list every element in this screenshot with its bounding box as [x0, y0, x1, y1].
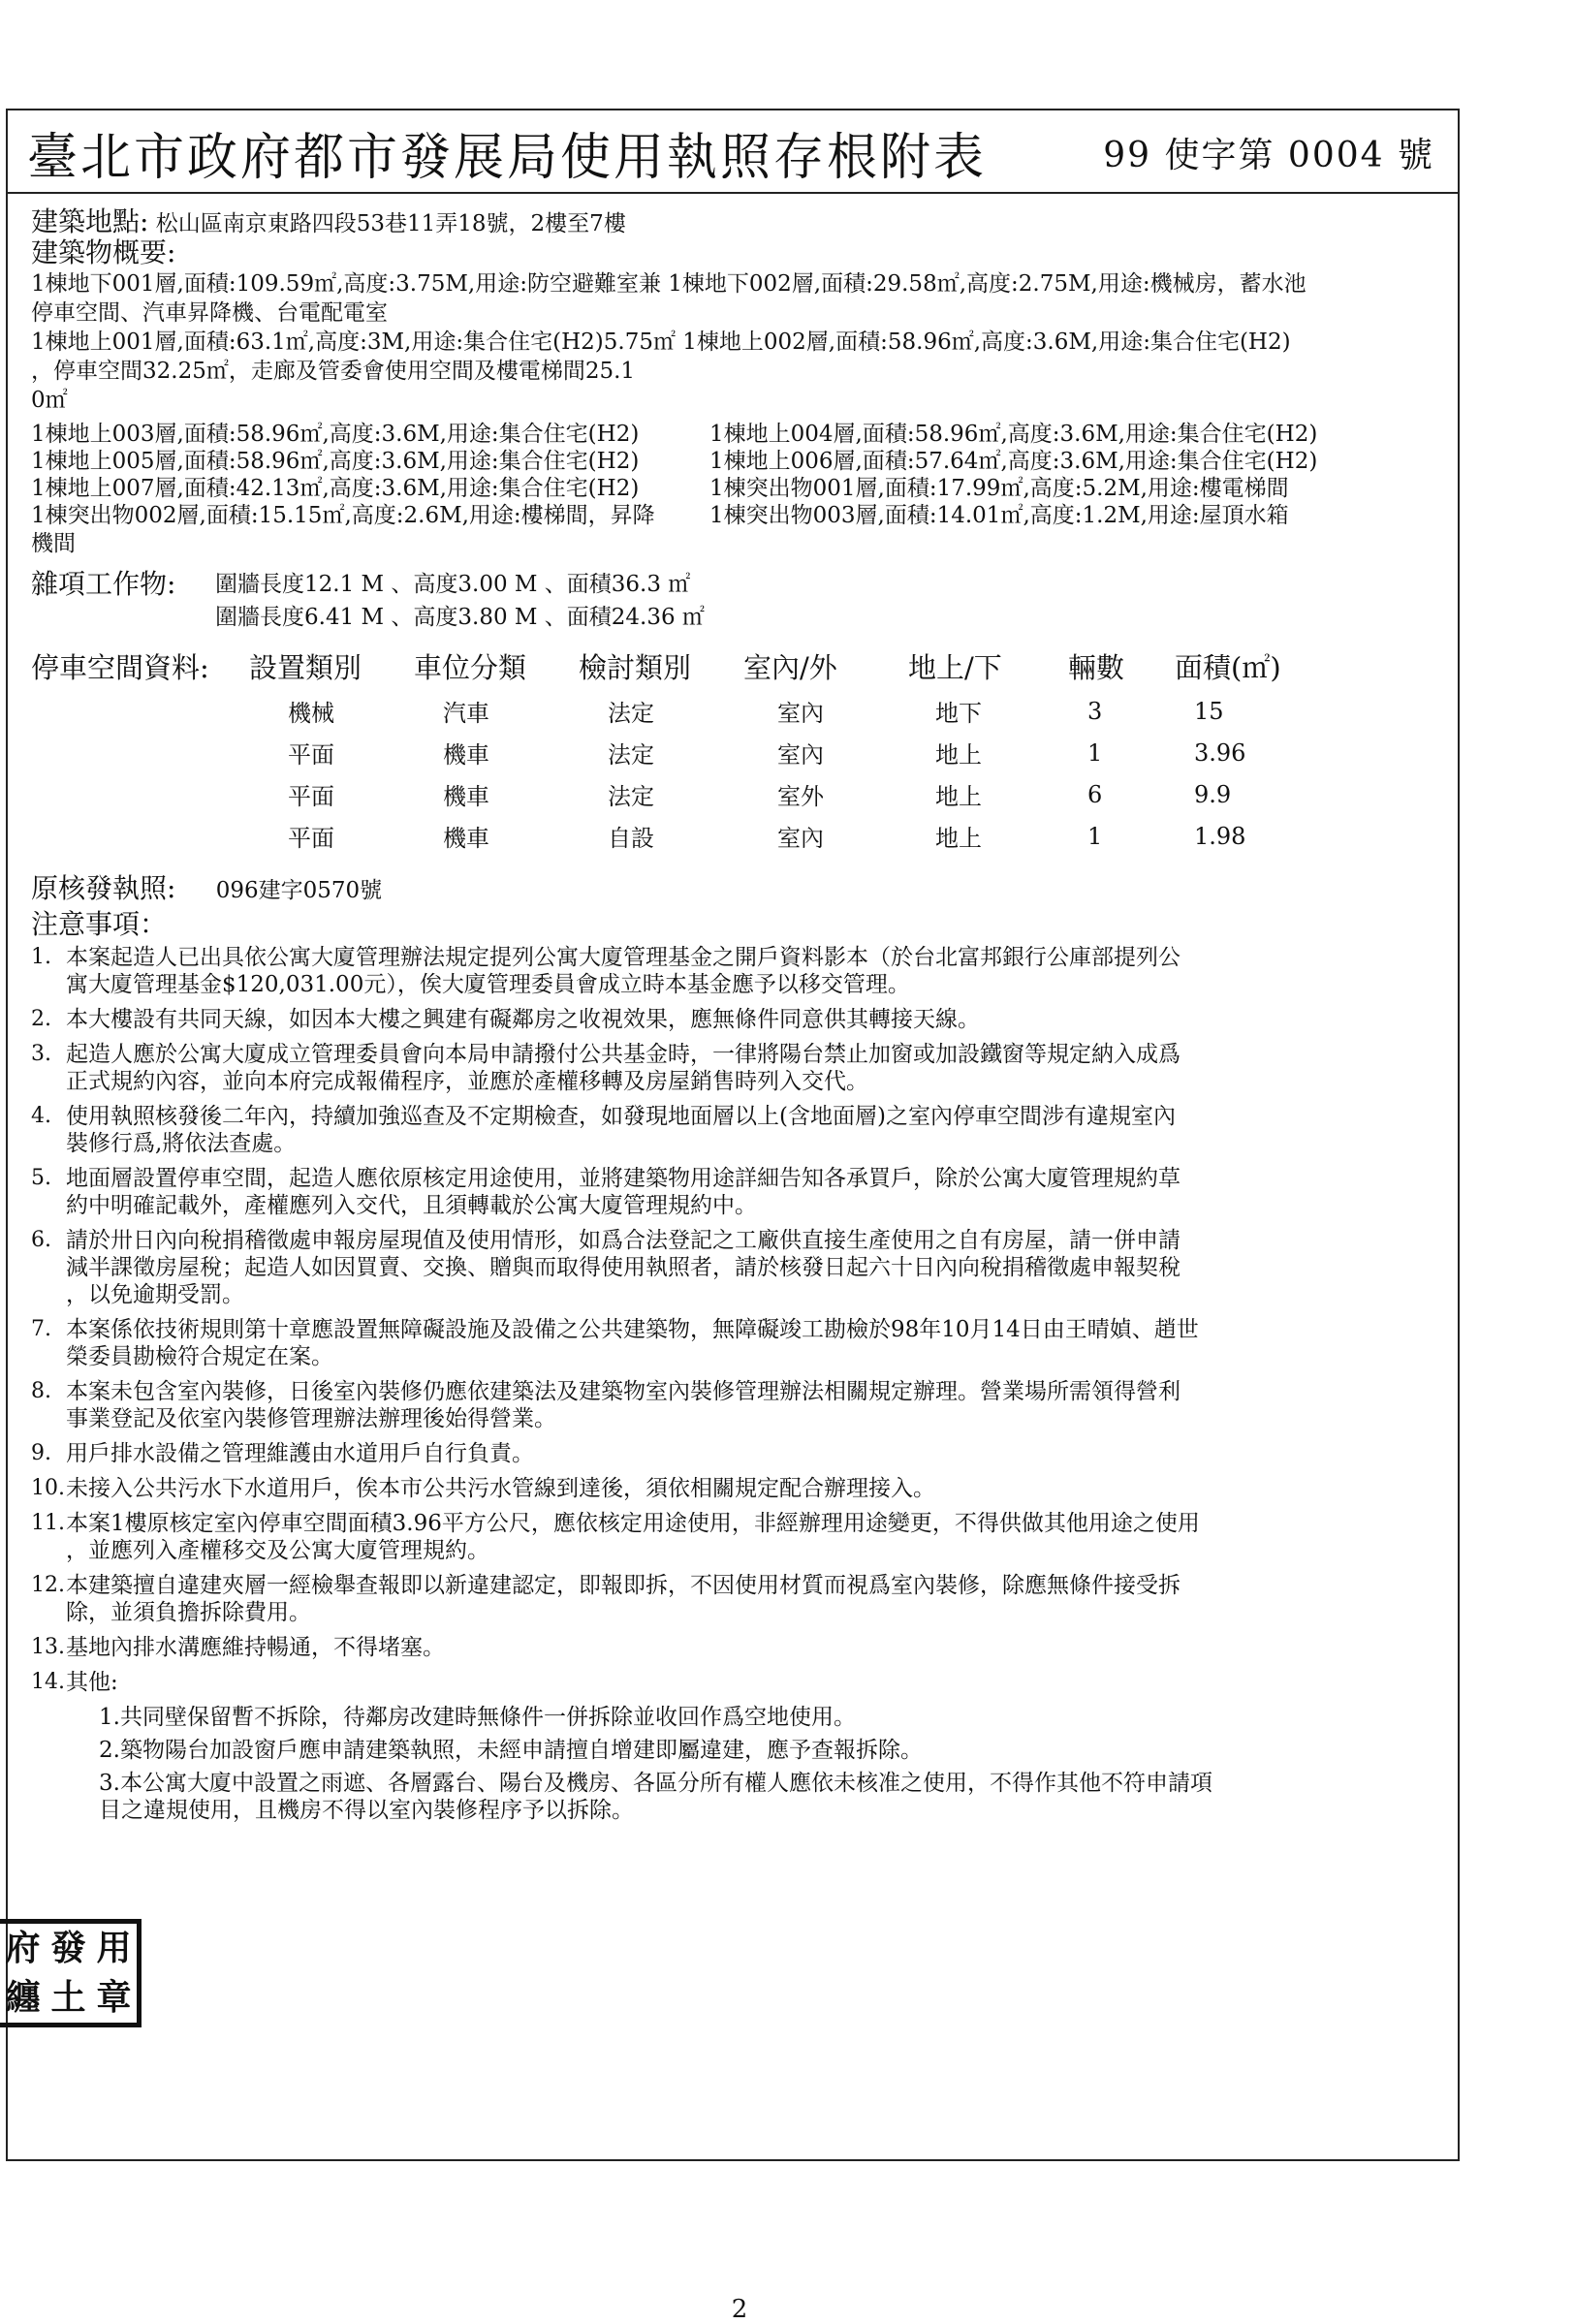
address-row — [31, 207, 1446, 238]
note-number: 8. — [31, 1379, 51, 1403]
overview-line: 停車空間、汽車昇降機、台電配電室 — [31, 300, 388, 326]
note-item — [31, 1227, 1446, 1308]
table-cell: 1.98 — [1194, 822, 1246, 850]
table-row — [31, 690, 1320, 732]
overview-line: 1棟地上001層,面積:63.1㎡,高度:3M,用途:集合住宅(H2)5.75㎡ 1棟地上002層,面積:58.96㎡,高度:3.6M,用途:集合住宅(H2) — [31, 330, 1291, 355]
note-line: 未接入公共污水下水道用戶，俟本市公共污水管線到達後，須依相關規定配合辦理接入。 — [66, 1476, 935, 1501]
note-line: 減半課徵房屋稅；起造人如因買賣、交換、贈與而取得使用執照者，請於核發日起六十日內向稅捐稽徵處申報契稅 — [66, 1255, 1180, 1280]
note-number: 6. — [31, 1228, 51, 1252]
table-cell: 機車 — [443, 825, 489, 852]
table-cell: 平面 — [288, 825, 334, 852]
note-line: 榮委員勘檢符合規定在案。 — [66, 1344, 333, 1369]
note-line: 起造人應於公寓大廈成立管理委員會向本局申請撥付公共基金時，一律將陽台禁止加窗或加設鐵窗等規定納入成爲 — [66, 1042, 1180, 1067]
note-item — [31, 1572, 1446, 1626]
note-line: 其他: — [66, 1670, 118, 1695]
table-cell: 15 — [1194, 697, 1224, 725]
overview-floor-left: 1棟突出物002層,面積:15.15㎡,高度:2.6M,用途:樓梯間，昇降 — [31, 503, 655, 528]
note-sub-line: 目之違規使用，且機房不得以室內裝修程序予以拆除。 — [99, 1798, 634, 1823]
note-line: 本大樓設有共同天線，如因本大樓之興建有礙鄰房之收視效果，應無條件同意供其轉接天線。 — [66, 1007, 980, 1032]
parking-header-cell: 檢討類別 — [579, 650, 692, 684]
address-label: 建築地點: — [31, 205, 149, 237]
misc-works-line: 圍牆長度12.1 M 、高度3.00 M 、面積36.3 ㎡ — [215, 572, 691, 597]
note-line: ，以免逾期受罰。 — [66, 1282, 244, 1307]
note-line: 使用執照核發後二年內，持續加強巡查及不定期檢查，如發現地面層以上(含地面層)之室內停車空間涉有違規室內 — [66, 1104, 1176, 1129]
official-seal — [0, 1919, 142, 2027]
overview-floor-right: 1棟地上004層,面積:58.96㎡,高度:3.6M,用途:集合住宅(H2) — [709, 422, 1318, 447]
parking-header-cell: 地上/下 — [908, 650, 1002, 684]
note-number: 4. — [31, 1104, 51, 1128]
note-number: 1. — [31, 945, 51, 969]
misc-works-line: 圍牆長度6.41 M 、高度3.80 M 、面積24.36 ㎡ — [215, 605, 705, 630]
table-cell: 平面 — [288, 741, 334, 769]
note-line: 本建築擅自違建夾層一經檢舉查報即以新違建認定，即報即拆，不因使用材質而視爲室內裝修，除應無條件接受拆 — [66, 1573, 1180, 1598]
overview-line: 1棟地下001層,面積:109.59㎡,高度:3.75M,用途:防空避難室兼 1棟地下002層,面積:29.58㎡,高度:2.75M,用途:機械房，蓄水池 — [31, 271, 1306, 297]
note-line: 裝修行爲,將依法查處。 — [66, 1131, 297, 1156]
table-cell: 機車 — [443, 741, 489, 769]
note-sub-item — [31, 1704, 1446, 1731]
table-cell: 1 — [1087, 738, 1103, 767]
note-number: 12. — [31, 1573, 65, 1597]
note-number: 5. — [31, 1166, 51, 1190]
document-body — [31, 207, 1446, 1830]
note-number: 11. — [31, 1511, 65, 1535]
note-line: 正式規約內容，並向本府完成報備程序，並應於產權移轉及房屋銷售時列入交代。 — [66, 1069, 868, 1094]
table-cell: 地上 — [935, 783, 982, 810]
parking-header-row — [31, 642, 1320, 690]
overview-pair — [31, 448, 1446, 475]
table-row — [31, 773, 1320, 815]
parking-header-cell: 車位分類 — [414, 650, 527, 684]
note-line: ，並應列入產權移交及公寓大廈管理規約。 — [66, 1538, 489, 1563]
overview-line: ，停車空間32.25㎡，走廊及管委會使用空間及樓電梯間25.1 — [31, 359, 636, 384]
table-cell: 平面 — [288, 783, 334, 810]
seal-char: 府 — [5, 1928, 41, 1968]
table-cell: 9.9 — [1194, 780, 1232, 808]
overview-floor-left: 1棟地上005層,面積:58.96㎡,高度:3.6M,用途:集合住宅(H2) — [31, 449, 640, 474]
overview-label: 建築物概要: — [31, 236, 176, 268]
parking-header-cell: 室內/外 — [743, 650, 837, 684]
table-row — [31, 815, 1320, 857]
note-sub-line: 1.共同壁保留暫不拆除，待鄰房改建時無條件一併拆除並收回作爲空地使用。 — [99, 1705, 856, 1730]
note-item — [31, 1378, 1446, 1432]
page-number: 2 — [731, 2295, 748, 2324]
parking-header-cell: 設置類別 — [249, 650, 362, 684]
table-cell: 機車 — [443, 783, 489, 810]
note-item — [31, 1006, 1446, 1033]
table-cell: 室內 — [777, 700, 824, 727]
seal-char: 土 — [50, 1977, 86, 2018]
note-number: 13. — [31, 1635, 65, 1659]
note-line: 用戶排水設備之管理維護由水道用戶自行負責。 — [66, 1441, 534, 1466]
overview-pair — [31, 421, 1446, 448]
table-cell: 法定 — [608, 783, 654, 810]
note-line: 本案起造人已出具依公寓大廈管理辦法規定提列公寓大廈管理基金之開戶資料影本（於台北富邦銀行公庫部提列公 — [66, 945, 1180, 970]
misc-works-label: 雜項工作物: — [31, 568, 176, 600]
table-cell: 室內 — [777, 825, 824, 852]
misc-works — [31, 568, 1446, 634]
note-line: 事業登記及依室內裝修管理辦法辦理後始得營業。 — [66, 1406, 556, 1431]
overview-pair — [31, 502, 1446, 529]
note-sub-line: 3.本公寓大廈中設置之雨遮、各層露台、陽台及機房、各區分所有權人應依未核准之使用，不得作其他不符申請項 — [99, 1771, 1212, 1796]
note-number: 14. — [31, 1670, 65, 1694]
original-permit-row — [31, 874, 1446, 905]
seal-char: 用 — [96, 1928, 132, 1968]
overview-tail: 機間 — [31, 531, 76, 556]
table-cell: 室外 — [777, 783, 824, 810]
note-item — [31, 1316, 1446, 1370]
parking-table — [31, 642, 1320, 857]
note-item — [31, 1634, 1446, 1661]
overview-line: 0㎡ — [31, 388, 68, 413]
misc-works-values — [215, 568, 705, 634]
original-permit-label: 原核發執照: — [31, 872, 176, 904]
note-item — [31, 1669, 1446, 1696]
table-cell: 地下 — [935, 700, 982, 727]
overview-floor-left: 1棟地上003層,面積:58.96㎡,高度:3.6M,用途:集合住宅(H2) — [31, 422, 640, 447]
table-cell: 汽車 — [443, 700, 489, 727]
note-sub-item — [31, 1770, 1446, 1824]
overview-label-row — [31, 238, 1446, 269]
notes-list — [31, 944, 1446, 1696]
notes-sub-items — [31, 1704, 1446, 1824]
note-sub-line: 2.築物陽台加設窗戶應申請建築執照，未經申請擅自增建即屬違建，應予查報拆除。 — [99, 1738, 923, 1763]
parking-label: 停車空間資料: — [31, 650, 209, 684]
table-cell: 1 — [1087, 822, 1103, 850]
permit-number: 99 使字第 0004 號 — [1103, 136, 1434, 175]
table-cell: 自設 — [608, 825, 654, 852]
note-number: 2. — [31, 1007, 51, 1031]
note-item — [31, 944, 1446, 998]
table-cell: 機械 — [288, 700, 334, 727]
note-line: 基地內排水溝應維持暢通，不得堵塞。 — [66, 1635, 445, 1660]
note-number: 7. — [31, 1317, 51, 1341]
overview-pair — [31, 475, 1446, 502]
table-cell: 地上 — [935, 741, 982, 769]
note-line: 請於卅日內向稅捐稽徵處申報房屋現值及使用情形，如爲合法登記之工廠供直接生產使用之自有房屋，請一併申請 — [66, 1228, 1180, 1253]
table-cell: 地上 — [935, 825, 982, 852]
table-cell: 室內 — [777, 741, 824, 769]
note-line: 本案1樓原核定室內停車空間面積3.96平方公尺，應依核定用途使用，非經辦理用途變更，不得供做其他用途之使用 — [66, 1511, 1200, 1536]
overview-floor-right: 1棟突出物003層,面積:14.01㎡,高度:1.2M,用途:屋頂水箱 — [709, 503, 1289, 528]
note-number: 3. — [31, 1042, 51, 1066]
note-item — [31, 1103, 1446, 1157]
note-line: 地面層設置停車空間，起造人應依原核定用途使用，並將建築物用途詳細告知各承買戶，除於公寓大廈管理規約草 — [66, 1166, 1180, 1191]
parking-header-cell: 輛數 — [1068, 650, 1125, 684]
seal-char: 章 — [96, 1977, 132, 2018]
address-value: 松山區南京東路四段53巷11弄18號，2樓至7樓 — [155, 211, 626, 236]
note-item — [31, 1475, 1446, 1502]
note-line: 除，並須負擔拆除費用。 — [66, 1600, 311, 1625]
overview-floor-right: 1棟突出物001層,面積:17.99㎡,高度:5.2M,用途:樓電梯間 — [709, 476, 1289, 501]
table-cell: 6 — [1087, 780, 1103, 808]
note-item — [31, 1165, 1446, 1219]
notes-title: 注意事項： — [31, 908, 168, 940]
original-permit-value: 096建字0570號 — [215, 878, 383, 903]
document-frame — [6, 109, 1460, 2324]
document-title: 臺北市政府都市發展局使用執照存根附表 — [27, 129, 988, 187]
document-header — [8, 110, 1458, 194]
overview-floor-right: 1棟地上006層,面積:57.64㎡,高度:3.6M,用途:集合住宅(H2) — [709, 449, 1318, 474]
note-line: 寓大廈管理基金$120,031.00元），俟大廈管理委員會成立時本基金應予以移交管理。 — [66, 972, 910, 997]
seal-char: 發 — [50, 1928, 86, 1968]
table-cell: 法定 — [608, 700, 654, 727]
table-cell: 法定 — [608, 741, 654, 769]
overview-floor-left: 1棟地上007層,面積:42.13㎡,高度:3.6M,用途:集合住宅(H2) — [31, 476, 640, 501]
note-item — [31, 1510, 1446, 1564]
table-cell: 3.96 — [1194, 738, 1246, 767]
seal-char: 纏 — [5, 1977, 41, 2018]
note-sub-item — [31, 1737, 1446, 1764]
table-cell: 3 — [1087, 697, 1103, 725]
note-number: 10. — [31, 1476, 65, 1500]
note-line: 本案係依技術規則第十章應設置無障礙設施及設備之公共建築物，無障礙竣工勘檢於98年10月14日由王晴媜、趙世 — [66, 1317, 1199, 1342]
table-row — [31, 732, 1320, 773]
note-line: 本案未包含室內裝修，日後室內裝修仍應依建築法及建築物室內裝修管理辦法相關規定辦理。營業場所需領得營利 — [66, 1379, 1180, 1404]
note-item — [31, 1041, 1446, 1095]
note-item — [31, 1440, 1446, 1467]
note-number: 9. — [31, 1441, 51, 1465]
parking-header-cell: 面積(㎡) — [1175, 650, 1281, 684]
note-line: 約中明確記載外，產權應列入交代，且須轉載於公寓大廈管理規約中。 — [66, 1193, 757, 1218]
